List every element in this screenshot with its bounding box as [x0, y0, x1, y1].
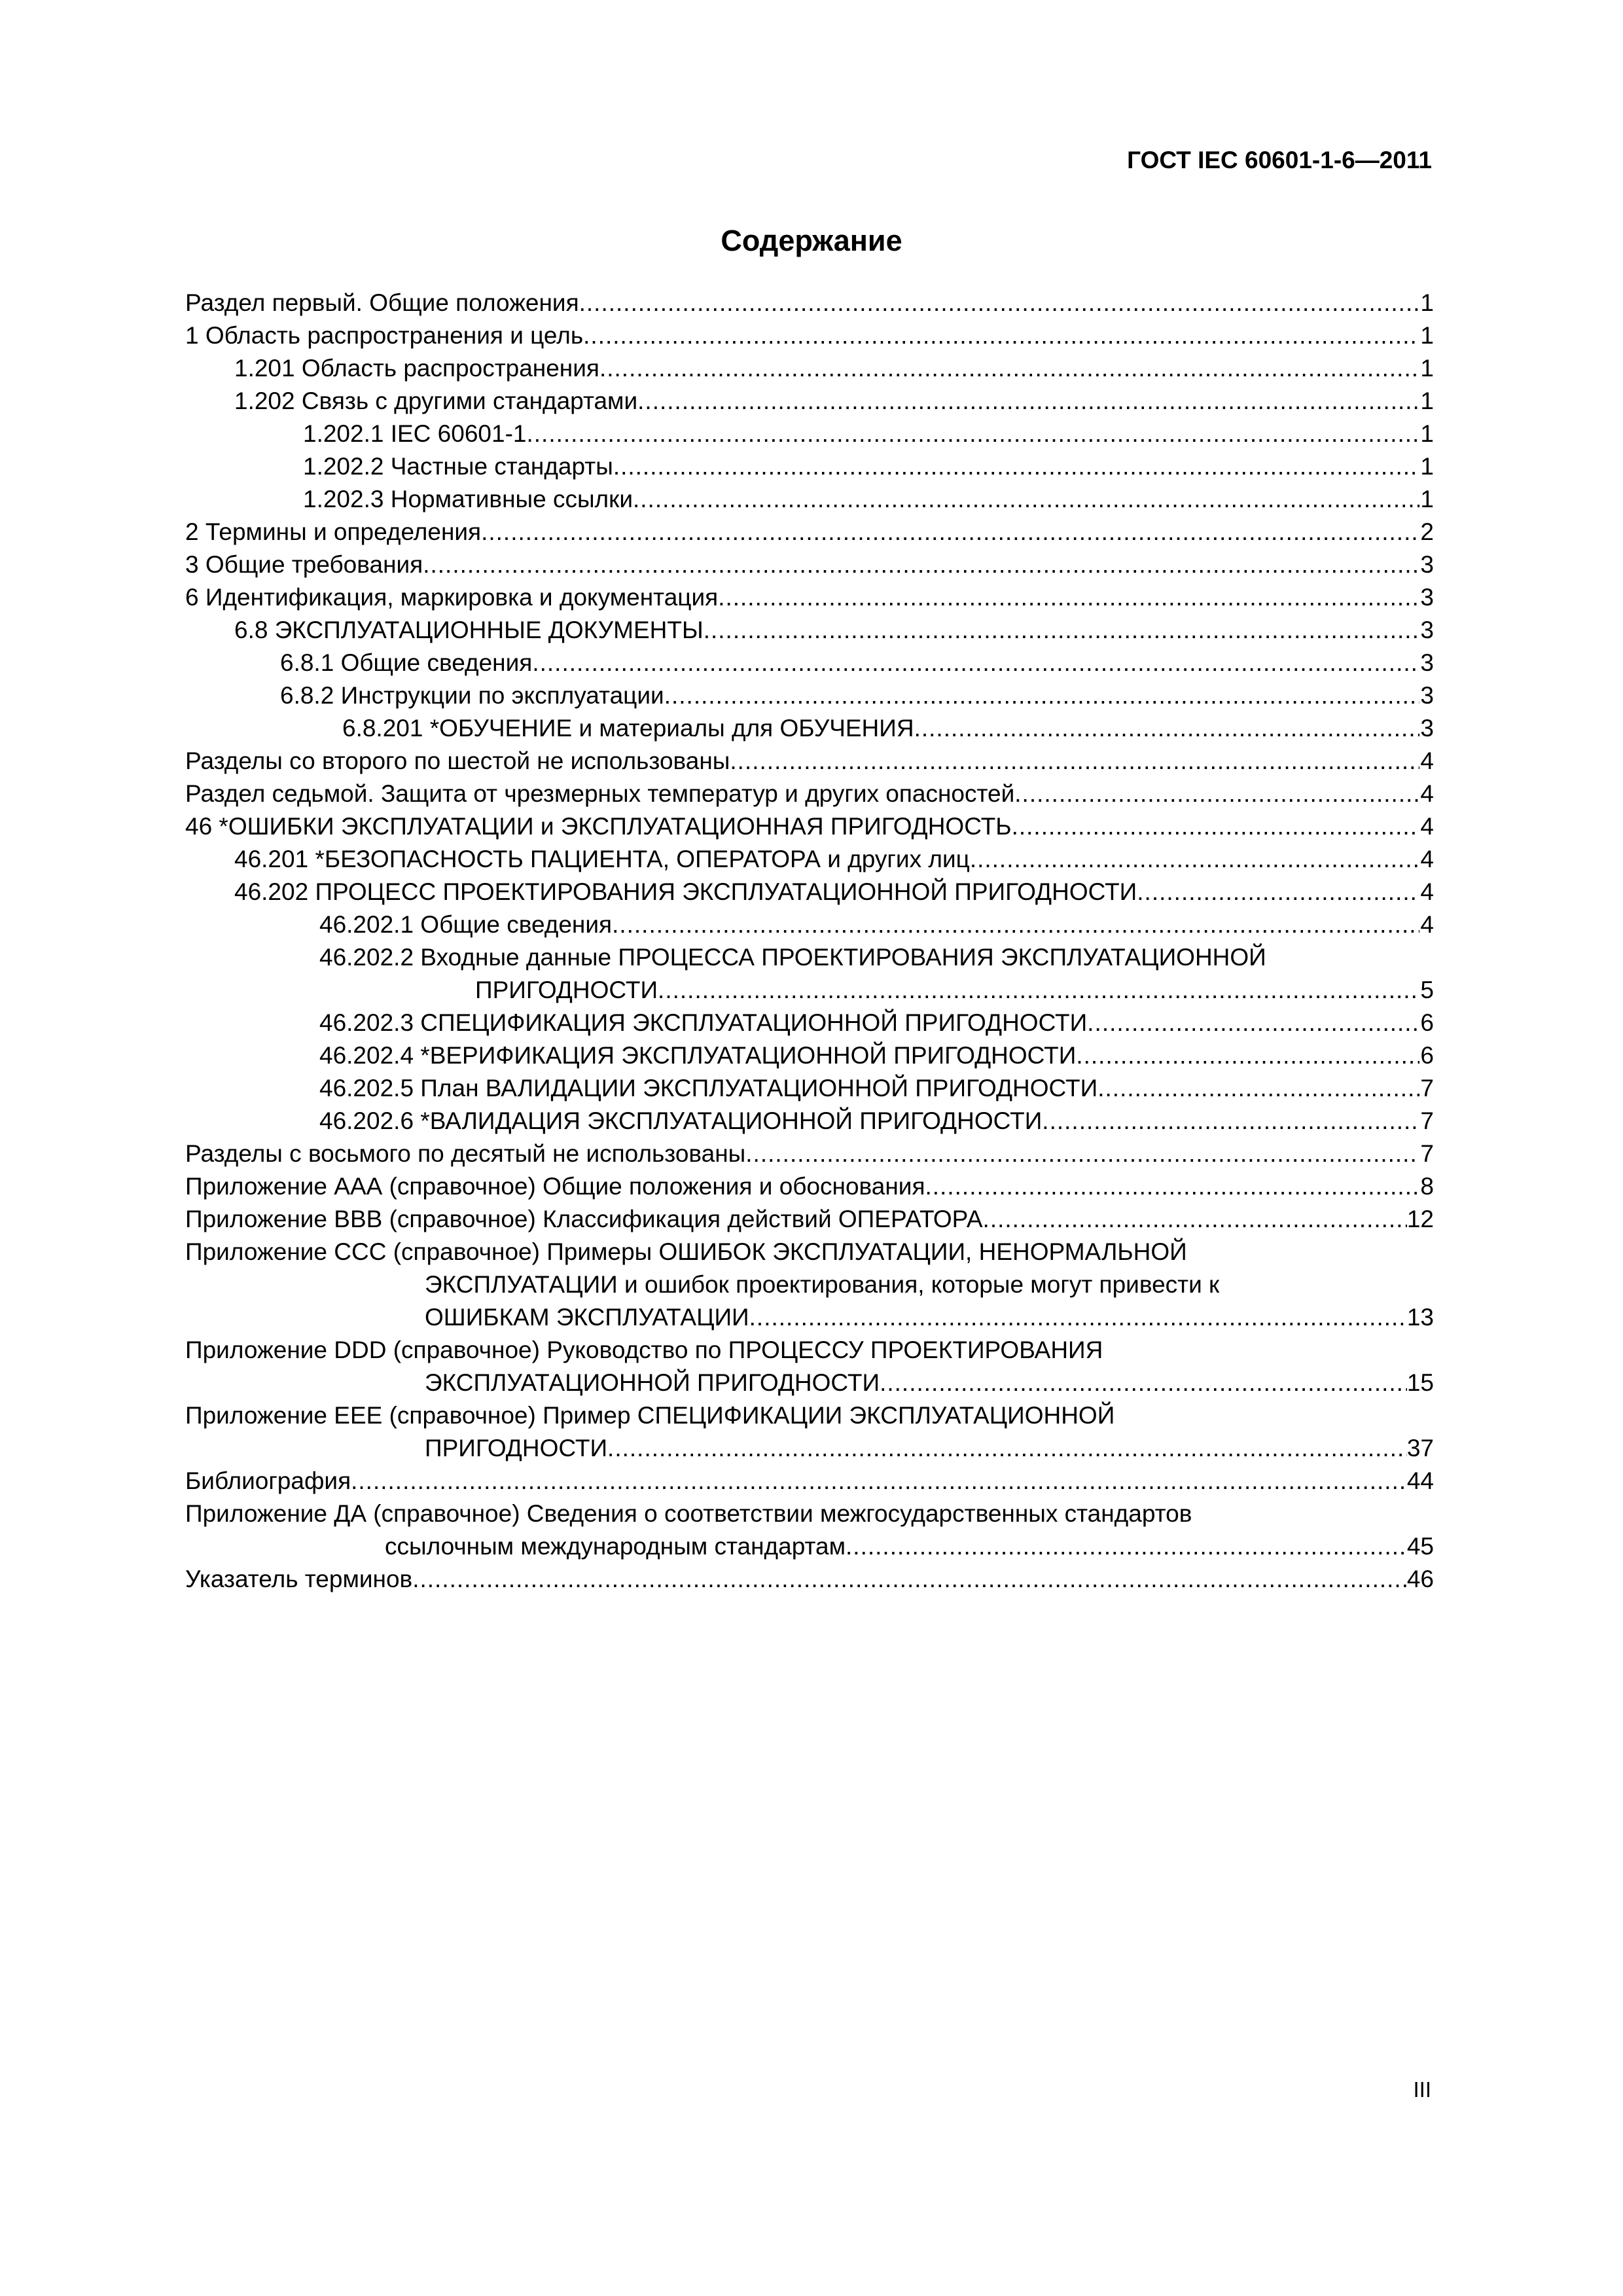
- toc-entry-title: 46.202.5 План ВАЛИДАЦИИ ЭКСПЛУАТАЦИОННОЙ ПРИГОДНОСТИ: [319, 1075, 1098, 1102]
- toc-page-number: 6: [1420, 1042, 1434, 1069]
- toc-entry-title: 1.202.2 Частные стандарты: [303, 453, 613, 480]
- toc-entry-title: Раздел первый. Общие положения: [185, 289, 579, 316]
- toc-entry[interactable]: [185, 483, 1434, 516]
- toc-page-number: 4: [1420, 813, 1434, 840]
- dot-leader: [1042, 1105, 1419, 1138]
- toc-entry-title: 1.202.3 Нормативные ссылки: [303, 486, 633, 512]
- page-title: Содержание: [721, 224, 902, 257]
- toc-entry[interactable]: [185, 712, 1434, 745]
- toc-entry[interactable]: [185, 810, 1434, 843]
- dot-leader: [970, 843, 1419, 876]
- dot-leader: [718, 581, 1419, 614]
- toc-entry[interactable]: [185, 1334, 1434, 1399]
- dot-leader: [532, 647, 1419, 679]
- toc-page-number: 1: [1420, 420, 1434, 447]
- toc-entry[interactable]: [185, 1170, 1434, 1203]
- dot-leader: [607, 1432, 1407, 1465]
- toc-entry-title: 3 Общие требования: [185, 551, 423, 578]
- toc-entry-title: 6.8.201 *ОБУЧЕНИЕ и материалы для ОБУЧЕНИЯ: [342, 715, 914, 742]
- toc-entry-title: Указатель терминов: [185, 1566, 413, 1592]
- toc-page-number: 1: [1420, 289, 1434, 316]
- toc-page-number: 13: [1406, 1304, 1434, 1331]
- dot-leader: [637, 385, 1419, 418]
- toc-entry-title: Раздел седьмой. Защита от чрезмерных температур и других опасностей: [185, 780, 1015, 807]
- toc-entry-title: 46.202.3 СПЕЦИФИКАЦИЯ ЭКСПЛУАТАЦИОННОЙ ПРИГОДНОСТИ: [319, 1009, 1088, 1036]
- toc-entry[interactable]: [185, 287, 1434, 319]
- toc-entry-title: Разделы со второго по шестой не использованы: [185, 747, 730, 774]
- toc-entry-title: 6.8.1 Общие сведения: [280, 649, 533, 676]
- toc-entry[interactable]: [185, 418, 1434, 450]
- dot-leader: [633, 483, 1419, 516]
- toc-entry-title: Библиография: [185, 1467, 351, 1494]
- toc-entry[interactable]: [185, 1465, 1434, 1498]
- toc-entry-title: Разделы с восьмого по десятый не использованы: [185, 1140, 746, 1167]
- dot-leader: [1076, 1039, 1419, 1072]
- dot-leader: [579, 287, 1419, 319]
- toc-entry-title: 6 Идентификация, маркировка и документация: [185, 584, 719, 611]
- toc-page-number: 7: [1420, 1107, 1434, 1134]
- toc-entry[interactable]: [185, 778, 1434, 810]
- toc-page-number: 7: [1420, 1140, 1434, 1167]
- toc-entry-title: 46.202.6 *ВАЛИДАЦИЯ ЭКСПЛУАТАЦИОННОЙ ПРИГОДНОСТИ: [319, 1107, 1043, 1134]
- toc-page-number: 4: [1420, 846, 1434, 872]
- toc-entry-title: 1.201 Область распространения: [234, 355, 599, 382]
- toc-page-number: 46: [1406, 1566, 1434, 1592]
- toc-entry-title: ЭКСПЛУАТАЦИОННОЙ ПРИГОДНОСТИ: [425, 1369, 880, 1396]
- dot-leader: [1097, 1072, 1419, 1105]
- toc-entry-title: 6.8 ЭКСПЛУАТАЦИОННЫЕ ДОКУМЕНТЫ: [234, 617, 704, 643]
- dot-leader: [412, 1563, 1407, 1596]
- toc-page-number: 3: [1420, 617, 1434, 643]
- dot-leader: [613, 450, 1419, 483]
- toc-page-number: 3: [1420, 551, 1434, 578]
- toc-page-number: 15: [1406, 1369, 1434, 1396]
- toc-entry[interactable]: [185, 548, 1434, 581]
- toc-page-number: 4: [1420, 780, 1434, 807]
- toc-entry[interactable]: [185, 941, 1434, 1007]
- toc-page-number: 4: [1420, 911, 1434, 938]
- toc-entry-title: 46.202.2 Входные данные ПРОЦЕССА ПРОЕКТИРОВАНИЯ ЭКСПЛУАТАЦИОННОЙ: [319, 944, 1266, 971]
- dot-leader: [846, 1530, 1407, 1563]
- toc-entry-title: Приложение DDD (справочное) Руководство по ПРОЦЕССУ ПРОЕКТИРОВАНИЯ: [185, 1336, 1103, 1363]
- dot-leader: [351, 1465, 1407, 1498]
- toc-entry[interactable]: [185, 516, 1434, 548]
- toc-page-number: 37: [1406, 1435, 1434, 1462]
- toc-entry-title: Приложение ААА (справочное) Общие положения и обоснования: [185, 1173, 925, 1200]
- dot-leader: [730, 745, 1419, 778]
- toc-entry[interactable]: [185, 1138, 1434, 1170]
- toc-entry[interactable]: [185, 908, 1434, 941]
- toc-entry[interactable]: [185, 1105, 1434, 1138]
- dot-leader: [481, 516, 1419, 548]
- toc-entry-title: 46.202.1 Общие сведения: [319, 911, 613, 938]
- toc-page-number: 12: [1406, 1206, 1434, 1232]
- toc-entry-title: ссылочным международным стандартам: [385, 1533, 846, 1560]
- toc-entry-title: 46.201 *БЕЗОПАСНОСТЬ ПАЦИЕНТА, ОПЕРАТОРА и других лиц: [234, 846, 970, 872]
- toc-entry[interactable]: [185, 876, 1434, 908]
- toc-page-number: 8: [1420, 1173, 1434, 1200]
- toc-entry[interactable]: [185, 745, 1434, 778]
- page-number: III: [1413, 2077, 1431, 2102]
- toc-page-number: 7: [1420, 1075, 1434, 1102]
- toc-entry-title: 46 *ОШИБКИ ЭКСПЛУАТАЦИИ и ЭКСПЛУАТАЦИОННАЯ ПРИГОДНОСТЬ: [185, 813, 1012, 840]
- toc-page-number: 4: [1420, 747, 1434, 774]
- dot-leader: [664, 679, 1419, 712]
- dot-leader: [1087, 1007, 1419, 1039]
- toc-entry[interactable]: [185, 1072, 1434, 1105]
- toc-entry[interactable]: [185, 1039, 1434, 1072]
- toc-entry-title: 46.202.4 *ВЕРИФИКАЦИЯ ЭКСПЛУАТАЦИОННОЙ ПРИГОДНОСТИ: [319, 1042, 1077, 1069]
- toc-entry-title: Приложение ДА (справочное) Сведения о соответствии межгосударственных стандартов: [185, 1500, 1192, 1527]
- toc-entry-title: 1.202.1 IEC 60601-1: [303, 420, 527, 447]
- toc-entry[interactable]: [185, 1236, 1434, 1334]
- toc-page-number: 3: [1420, 584, 1434, 611]
- toc-page-number: 2: [1420, 518, 1434, 545]
- toc-page-number: 1: [1420, 453, 1434, 480]
- toc-entry[interactable]: [185, 1007, 1434, 1039]
- toc-entry-title: ОШИБКАМ ЭКСПЛУАТАЦИИ: [425, 1304, 749, 1331]
- toc-entry-title: 2 Термины и определения: [185, 518, 482, 545]
- toc-page-number: 1: [1420, 355, 1434, 382]
- toc-page-number: 5: [1420, 977, 1434, 1003]
- toc-entry[interactable]: [185, 1203, 1434, 1236]
- toc-entry-title: 1 Область распространения и цель: [185, 322, 584, 349]
- dot-leader: [925, 1170, 1419, 1203]
- dot-leader: [526, 418, 1419, 450]
- toc-entry-title: Приложение ВВВ (справочное) Классификация действий ОПЕРАТОРА: [185, 1206, 983, 1232]
- toc-entry[interactable]: [185, 450, 1434, 483]
- document-id: ГОСТ IEC 60601-1-6—2011: [1127, 147, 1432, 173]
- toc-page-number: 1: [1420, 322, 1434, 349]
- toc-page-number: 6: [1420, 1009, 1434, 1036]
- dot-leader: [658, 974, 1419, 1007]
- toc-entry[interactable]: [185, 1399, 1434, 1465]
- toc-entry[interactable]: [185, 581, 1434, 614]
- dot-leader: [914, 712, 1419, 745]
- dot-leader: [1012, 810, 1419, 843]
- toc-page-number: 1: [1420, 486, 1434, 512]
- toc-entry-title: 46.202 ПРОЦЕСС ПРОЕКТИРОВАНИЯ ЭКСПЛУАТАЦИОННОЙ ПРИГОДНОСТИ: [234, 878, 1137, 905]
- dot-leader: [599, 352, 1419, 385]
- toc-entry-title: 6.8.2 Инструкции по эксплуатации: [280, 682, 664, 709]
- toc-entry-title: ПРИГОДНОСТИ: [425, 1435, 608, 1462]
- toc-page-number: 3: [1420, 649, 1434, 676]
- toc-entry[interactable]: [185, 679, 1434, 712]
- toc-page-number: 3: [1420, 682, 1434, 709]
- toc-page-number: 45: [1406, 1533, 1434, 1560]
- toc-entry[interactable]: [185, 385, 1434, 418]
- toc-entry-title: 1.202 Связь с другими стандартами: [234, 387, 638, 414]
- dot-leader: [983, 1203, 1407, 1236]
- toc-page-number: 4: [1420, 878, 1434, 905]
- dot-leader: [612, 908, 1419, 941]
- dot-leader: [1014, 778, 1419, 810]
- dot-leader: [880, 1367, 1407, 1399]
- toc-entry-title: Приложение ЕЕЕ (справочное) Пример СПЕЦИФИКАЦИИ ЭКСПЛУАТАЦИОННОЙ: [185, 1402, 1115, 1429]
- toc-page-number: 1: [1420, 387, 1434, 414]
- toc-entry[interactable]: [185, 352, 1434, 385]
- dot-leader: [749, 1301, 1407, 1334]
- toc-page-number: 44: [1406, 1467, 1434, 1494]
- table-of-contents: [185, 287, 1434, 1596]
- toc-entry[interactable]: [185, 843, 1434, 876]
- dot-leader: [1137, 876, 1419, 908]
- toc-entry[interactable]: [185, 614, 1434, 647]
- toc-entry-title: Приложение ССС (справочное) Примеры ОШИБОК ЭКСПЛУАТАЦИИ, НЕНОРМАЛЬНОЙ: [185, 1238, 1187, 1265]
- dot-leader: [704, 614, 1419, 647]
- dot-leader: [423, 548, 1419, 581]
- toc-page-number: 3: [1420, 715, 1434, 742]
- toc-entry-title: ЭКСПЛУАТАЦИИ и ошибок проектирования, которые могут привести к: [425, 1271, 1220, 1298]
- toc-entry[interactable]: [185, 647, 1434, 679]
- dot-leader: [745, 1138, 1419, 1170]
- toc-entry-title: ПРИГОДНОСТИ: [475, 977, 658, 1003]
- dot-leader: [583, 319, 1419, 352]
- toc-entry[interactable]: [185, 1563, 1434, 1596]
- toc-entry[interactable]: [185, 1498, 1434, 1563]
- toc-entry[interactable]: [185, 319, 1434, 352]
